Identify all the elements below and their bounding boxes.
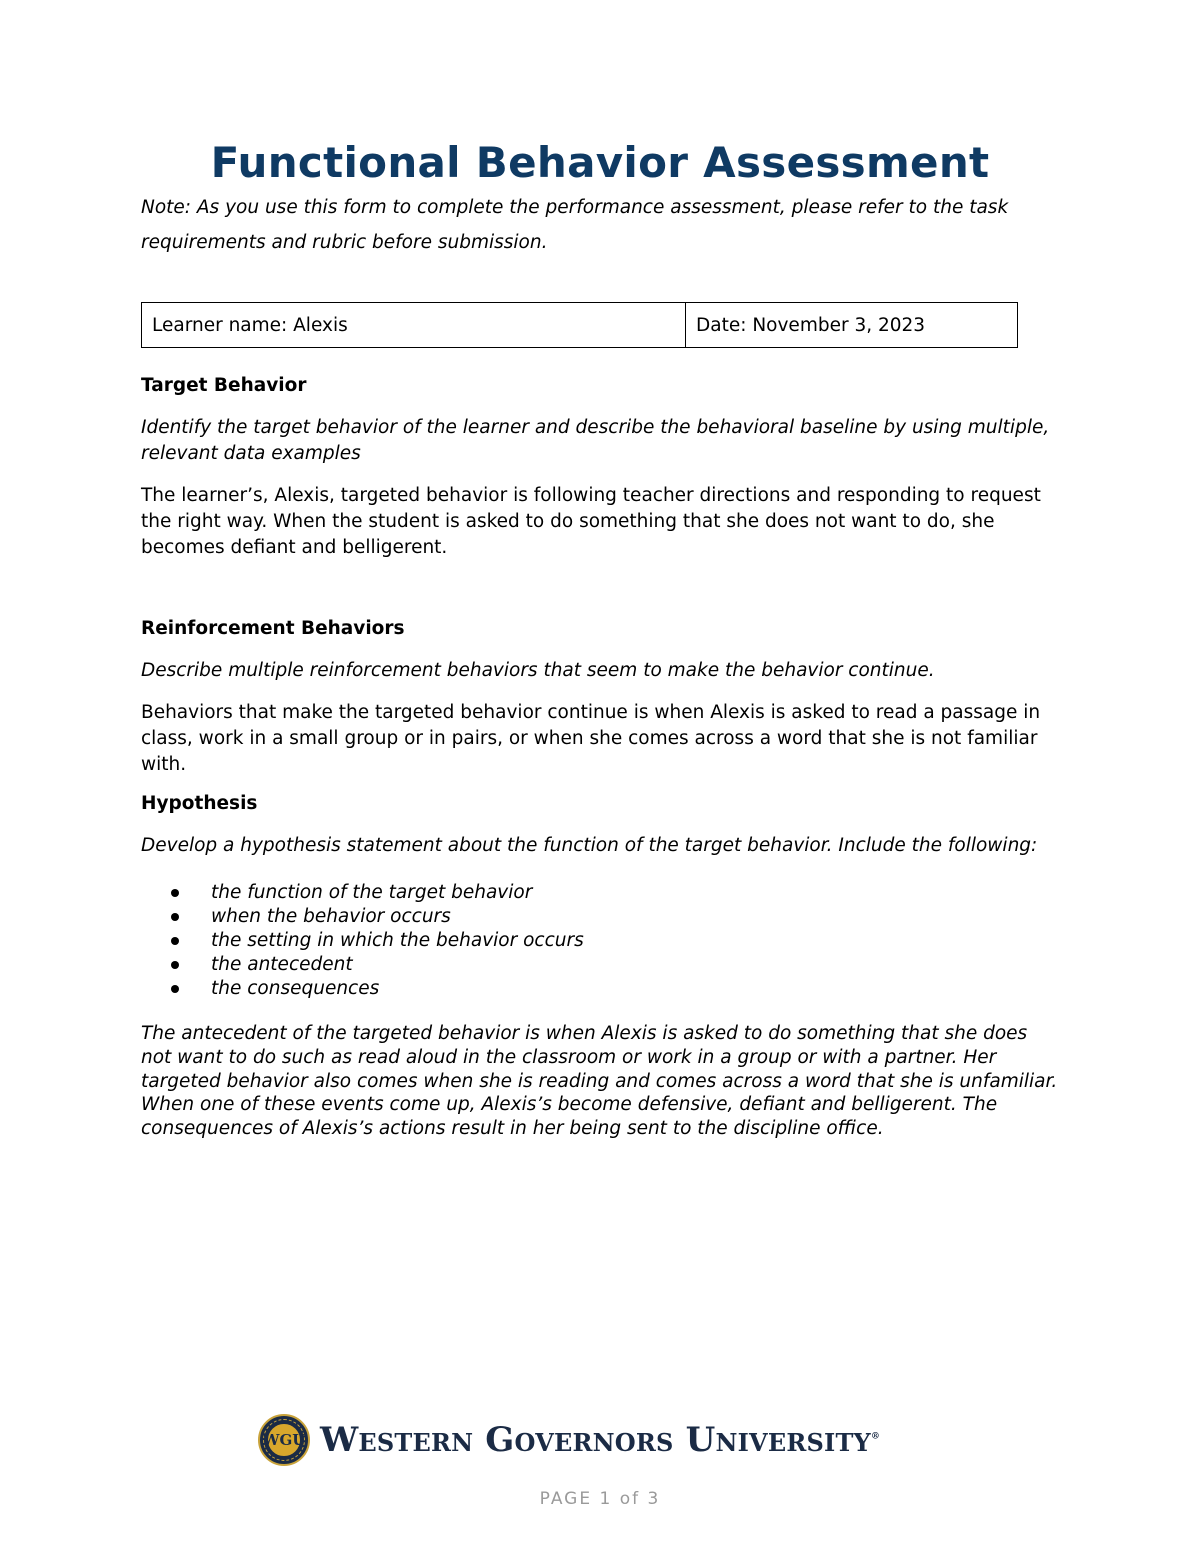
target-behavior-heading: Target Behavior [141,375,307,396]
hypothesis-heading: Hypothesis [141,793,258,814]
submission-note: Note: As you use this form to complete the performance assessment, please refer to the task requirements and rubric before submission. [141,197,1009,253]
list-item: when the behavior occurs [141,905,584,929]
reinforcement-behaviors-heading: Reinforcement Behaviors [141,618,405,639]
reinforcement-behaviors-prompt: Describe multiple reinforcement behaviors that seem to make the behavior continue. [141,660,935,681]
target-behavior-answer: The learner’s, Alexis, targeted behavior is following teacher directions and responding to request the right way. When the student is asked to do something that she does not want to do, she becomes defiant and belligerent. [141,485,1041,558]
list-item: the function of the target behavior [141,881,584,905]
bullet-icon [171,961,179,969]
date-cell: Date: November 3, 2023 [686,303,1018,348]
wgu-seal-icon [258,1414,310,1466]
list-item: the consequences [141,977,584,1001]
seal-monogram: WGU [262,1431,306,1449]
target-behavior-prompt: Identify the target behavior of the learner and describe the behavioral baseline by using multiple, relevant data examples [141,417,1050,464]
bullet-icon [171,913,179,921]
bullet-icon [171,889,179,897]
page-number: PAGE 1 of 3 [539,1489,661,1509]
list-item: the setting in which the behavior occurs [141,929,584,953]
bullet-icon [171,937,179,945]
hypothesis-answer: The antecedent of the targeted behavior is when Alexis is asked to do something that she does not want to do such as read aloud in the classroom or work in a group or with a partner. Her targeted behavior also comes when she is reading and comes across a word that she is unfamiliar. When one of these events come up, Alexis’s become defensive, defiant and belligerent. The consequences of Alexis’s actions result in her being sent to the discipline office. [141,1023,1058,1140]
table-row [142,303,1018,348]
learner-name-cell: Learner name: Alexis [142,303,686,348]
wgu-wordmark: Western Governors University® [320,1420,881,1460]
bullet-icon [171,985,179,993]
reinforcement-behaviors-answer: Behaviors that make the targeted behavior continue is when Alexis is asked to read a passage in class, work in a small group or in pairs, or when she comes across a word that she is not familiar with. [141,702,1041,775]
wgu-logo [258,1412,908,1470]
hypothesis-prompt: Develop a hypothesis statement about the function of the target behavior. Include the following: [141,835,1038,856]
document-title: Functional Behavior Assessment [210,138,990,187]
list-item: the antecedent [141,953,584,977]
hypothesis-bullet-list [141,881,584,1001]
learner-info-table [141,302,1018,348]
